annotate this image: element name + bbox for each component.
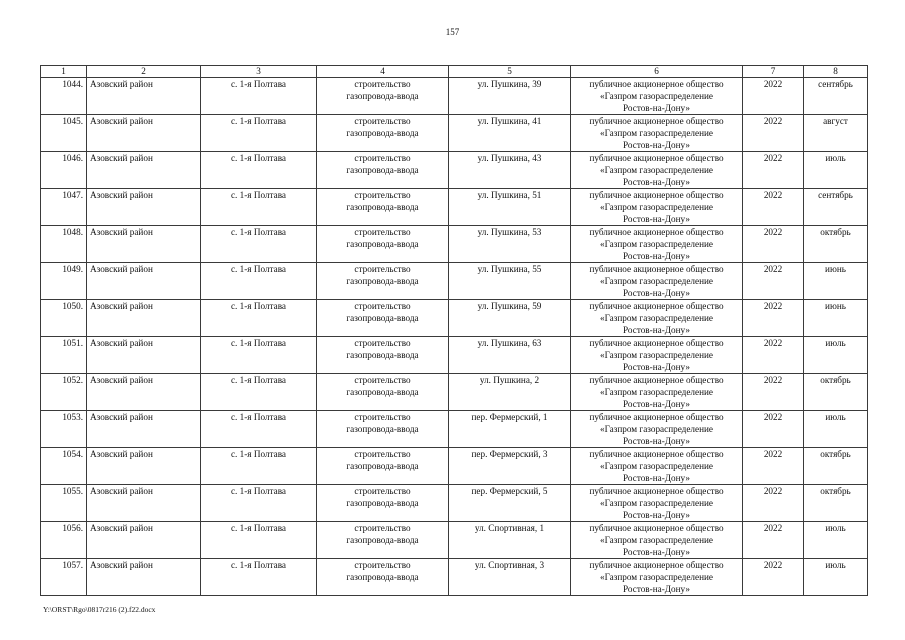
cell-text-line: «Газпром газораспределение <box>600 535 713 545</box>
cell-text-line: «Газпром газораспределение <box>600 387 713 397</box>
address-cell <box>449 559 571 596</box>
table-row <box>41 374 868 411</box>
cell-text-line: газопровода-ввода <box>346 387 419 397</box>
cell-text-line: 1055. <box>62 486 83 496</box>
cell-text-line: 1050. <box>62 301 83 311</box>
table-row <box>41 263 868 300</box>
district-cell <box>87 411 201 448</box>
row-number-cell <box>41 300 87 337</box>
cell-text-line: строительство <box>354 301 411 311</box>
cell-text-line: с. 1-я Полтава <box>230 116 287 126</box>
month-cell <box>804 522 868 559</box>
table-row <box>41 485 868 522</box>
row-number-cell <box>41 115 87 152</box>
cell-text-line: июль <box>825 338 846 348</box>
work-type-cell <box>317 152 449 189</box>
cell-text-line: ул. Пушкина, 53 <box>477 227 542 237</box>
column-header: 5 <box>449 66 571 78</box>
organization-cell <box>571 522 743 559</box>
work-type-cell <box>317 374 449 411</box>
cell-text-line: ул. Пушкина, 51 <box>477 190 542 200</box>
cell-text-line: Ростов-на-Дону» <box>623 584 690 594</box>
settlement-cell <box>201 522 317 559</box>
row-number-cell <box>41 559 87 596</box>
organization-cell <box>571 263 743 300</box>
cell-text-line: 1053. <box>62 412 83 422</box>
work-type-cell <box>317 411 449 448</box>
cell-text-line: октябрь <box>820 375 851 385</box>
month-cell <box>804 448 868 485</box>
cell-text-line: сентябрь <box>818 79 853 89</box>
cell-text-line: 1049. <box>62 264 83 274</box>
table-row <box>41 448 868 485</box>
column-header: 3 <box>201 66 317 78</box>
organization-cell <box>571 152 743 189</box>
cell-text-line: 2022 <box>763 264 783 274</box>
month-cell <box>804 152 868 189</box>
cell-text-line: публичное акционерное общество <box>589 301 724 311</box>
column-header: 4 <box>317 66 449 78</box>
organization-cell <box>571 300 743 337</box>
cell-text-line: ул. Пушкина, 55 <box>477 264 542 274</box>
cell-text-line: газопровода-ввода <box>346 424 419 434</box>
document-table <box>40 65 868 596</box>
month-cell <box>804 263 868 300</box>
month-cell <box>804 337 868 374</box>
year-cell <box>743 448 804 485</box>
organization-cell <box>571 485 743 522</box>
cell-text-line: Ростов-на-Дону» <box>623 325 690 335</box>
settlement-cell <box>201 152 317 189</box>
cell-text-line: 1051. <box>62 338 83 348</box>
cell-text-line: ул. Пушкина, 39 <box>477 79 542 89</box>
cell-text-line: Азовский район <box>90 523 153 533</box>
year-cell <box>743 226 804 263</box>
year-cell <box>743 559 804 596</box>
cell-text-line: 2022 <box>763 79 783 89</box>
address-cell <box>449 485 571 522</box>
year-cell <box>743 300 804 337</box>
cell-text-line: газопровода-ввода <box>346 128 419 138</box>
column-header: 8 <box>804 66 868 78</box>
cell-text-line: газопровода-ввода <box>346 461 419 471</box>
cell-text-line: Азовский район <box>90 153 153 163</box>
cell-text-line: «Газпром газораспределение <box>600 202 713 212</box>
cell-text-line: «Газпром газораспределение <box>600 572 713 582</box>
row-number-cell <box>41 374 87 411</box>
table-row <box>41 300 868 337</box>
cell-text-line: ул. Пушкина, 2 <box>479 375 540 385</box>
cell-text-line: 1047. <box>62 190 83 200</box>
cell-text-line: газопровода-ввода <box>346 239 419 249</box>
cell-text-line: 1045. <box>62 116 83 126</box>
work-type-cell <box>317 485 449 522</box>
work-type-cell <box>317 78 449 115</box>
cell-text-line: Ростов-на-Дону» <box>623 288 690 298</box>
cell-text-line: «Газпром газораспределение <box>600 239 713 249</box>
cell-text-line: Азовский район <box>90 227 153 237</box>
organization-cell <box>571 448 743 485</box>
row-number-cell <box>41 485 87 522</box>
settlement-cell <box>201 411 317 448</box>
cell-text-line: строительство <box>354 560 411 570</box>
cell-text-line: строительство <box>354 79 411 89</box>
cell-text-line: строительство <box>354 116 411 126</box>
cell-text-line: Ростов-на-Дону» <box>623 399 690 409</box>
cell-text-line: строительство <box>354 375 411 385</box>
cell-text-line: с. 1-я Полтава <box>230 301 287 311</box>
month-cell <box>804 115 868 152</box>
table-header-row <box>41 66 868 78</box>
cell-text-line: газопровода-ввода <box>346 572 419 582</box>
cell-text-line: строительство <box>354 486 411 496</box>
organization-cell <box>571 226 743 263</box>
district-cell <box>87 189 201 226</box>
work-type-cell <box>317 522 449 559</box>
cell-text-line: строительство <box>354 190 411 200</box>
district-cell <box>87 337 201 374</box>
cell-text-line: «Газпром газораспределение <box>600 91 713 101</box>
settlement-cell <box>201 115 317 152</box>
cell-text-line: строительство <box>354 449 411 459</box>
cell-text-line: октябрь <box>820 449 851 459</box>
year-cell <box>743 263 804 300</box>
month-cell <box>804 411 868 448</box>
cell-text-line: Ростов-на-Дону» <box>623 362 690 372</box>
table-row <box>41 559 868 596</box>
month-cell <box>804 485 868 522</box>
month-cell <box>804 374 868 411</box>
cell-text-line: Ростов-на-Дону» <box>623 473 690 483</box>
district-cell <box>87 115 201 152</box>
table-row <box>41 78 868 115</box>
table-row <box>41 522 868 559</box>
address-cell <box>449 78 571 115</box>
cell-text-line: ул. Пушкина, 63 <box>477 338 542 348</box>
cell-text-line: Ростов-на-Дону» <box>623 251 690 261</box>
cell-text-line: июнь <box>825 264 846 274</box>
cell-text-line: с. 1-я Полтава <box>230 560 287 570</box>
cell-text-line: пер. Фермерский, 3 <box>471 449 548 459</box>
cell-text-line: строительство <box>354 264 411 274</box>
cell-text-line: Ростов-на-Дону» <box>623 510 690 520</box>
address-cell <box>449 189 571 226</box>
work-type-cell <box>317 115 449 152</box>
cell-text-line: газопровода-ввода <box>346 202 419 212</box>
footer-file-path: Y:\ORST\Rgo\0817r216 (2).f22.docx <box>43 605 156 614</box>
address-cell <box>449 337 571 374</box>
cell-text-line: 1052. <box>62 375 83 385</box>
cell-text-line: публичное акционерное общество <box>589 227 724 237</box>
cell-text-line: 2022 <box>763 338 783 348</box>
cell-text-line: Азовский район <box>90 116 153 126</box>
month-cell <box>804 559 868 596</box>
address-cell <box>449 226 571 263</box>
table-row <box>41 226 868 263</box>
district-cell <box>87 559 201 596</box>
cell-text-line: строительство <box>354 227 411 237</box>
address-cell <box>449 115 571 152</box>
cell-text-line: Азовский район <box>90 486 153 496</box>
table-row <box>41 152 868 189</box>
row-number-cell <box>41 189 87 226</box>
settlement-cell <box>201 189 317 226</box>
cell-text-line: октябрь <box>820 486 851 496</box>
work-type-cell <box>317 300 449 337</box>
cell-text-line: 1057. <box>62 560 83 570</box>
settlement-cell <box>201 263 317 300</box>
month-cell <box>804 300 868 337</box>
year-cell <box>743 152 804 189</box>
district-cell <box>87 300 201 337</box>
cell-text-line: 2022 <box>763 412 783 422</box>
cell-text-line: ул. Пушкина, 59 <box>477 301 542 311</box>
organization-cell <box>571 559 743 596</box>
year-cell <box>743 189 804 226</box>
cell-text-line: 2022 <box>763 227 783 237</box>
row-number-cell <box>41 226 87 263</box>
cell-text-line: публичное акционерное общество <box>589 375 724 385</box>
district-cell <box>87 263 201 300</box>
address-cell <box>449 152 571 189</box>
cell-text-line: июль <box>825 560 846 570</box>
settlement-cell <box>201 78 317 115</box>
table-row <box>41 411 868 448</box>
work-type-cell <box>317 226 449 263</box>
cell-text-line: 2022 <box>763 486 783 496</box>
address-cell <box>449 448 571 485</box>
cell-text-line: июль <box>825 153 846 163</box>
cell-text-line: публичное акционерное общество <box>589 449 724 459</box>
cell-text-line: 1044. <box>62 79 83 89</box>
district-cell <box>87 152 201 189</box>
settlement-cell <box>201 374 317 411</box>
year-cell <box>743 522 804 559</box>
cell-text-line: 2022 <box>763 560 783 570</box>
cell-text-line: Ростов-на-Дону» <box>623 547 690 557</box>
cell-text-line: газопровода-ввода <box>346 313 419 323</box>
organization-cell <box>571 78 743 115</box>
cell-text-line: публичное акционерное общество <box>589 116 724 126</box>
address-cell <box>449 411 571 448</box>
cell-text-line: газопровода-ввода <box>346 165 419 175</box>
cell-text-line: 2022 <box>763 523 783 533</box>
cell-text-line: Азовский район <box>90 79 153 89</box>
cell-text-line: ул. Спортивная, 3 <box>474 560 545 570</box>
cell-text-line: публичное акционерное общество <box>589 560 724 570</box>
cell-text-line: Ростов-на-Дону» <box>623 103 690 113</box>
settlement-cell <box>201 337 317 374</box>
column-header: 6 <box>571 66 743 78</box>
month-cell <box>804 78 868 115</box>
cell-text-line: с. 1-я Полтава <box>230 338 287 348</box>
row-number-cell <box>41 337 87 374</box>
year-cell <box>743 115 804 152</box>
cell-text-line: «Газпром газораспределение <box>600 424 713 434</box>
district-cell <box>87 448 201 485</box>
column-header: 7 <box>743 66 804 78</box>
work-type-cell <box>317 337 449 374</box>
row-number-cell <box>41 411 87 448</box>
year-cell <box>743 411 804 448</box>
work-type-cell <box>317 263 449 300</box>
column-header: 1 <box>41 66 87 78</box>
cell-text-line: Азовский район <box>90 412 153 422</box>
cell-text-line: «Газпром газораспределение <box>600 313 713 323</box>
year-cell <box>743 374 804 411</box>
cell-text-line: Азовский район <box>90 338 153 348</box>
cell-text-line: публичное акционерное общество <box>589 79 724 89</box>
cell-text-line: 1046. <box>62 153 83 163</box>
settlement-cell <box>201 448 317 485</box>
cell-text-line: публичное акционерное общество <box>589 264 724 274</box>
cell-text-line: Азовский район <box>90 301 153 311</box>
table-row <box>41 115 868 152</box>
row-number-cell <box>41 78 87 115</box>
work-type-cell <box>317 559 449 596</box>
cell-text-line: с. 1-я Полтава <box>230 449 287 459</box>
cell-text-line: 2022 <box>763 116 783 126</box>
cell-text-line: строительство <box>354 338 411 348</box>
organization-cell <box>571 189 743 226</box>
year-cell <box>743 337 804 374</box>
cell-text-line: строительство <box>354 412 411 422</box>
year-cell <box>743 485 804 522</box>
cell-text-line: ул. Пушкина, 43 <box>477 153 542 163</box>
district-cell <box>87 374 201 411</box>
settlement-cell <box>201 300 317 337</box>
cell-text-line: «Газпром газораспределение <box>600 498 713 508</box>
address-cell <box>449 374 571 411</box>
organization-cell <box>571 115 743 152</box>
month-cell <box>804 189 868 226</box>
district-cell <box>87 522 201 559</box>
year-cell <box>743 78 804 115</box>
month-cell <box>804 226 868 263</box>
district-cell <box>87 78 201 115</box>
cell-text-line: 2022 <box>763 375 783 385</box>
cell-text-line: июль <box>825 523 846 533</box>
cell-text-line: пер. Фермерский, 5 <box>471 486 548 496</box>
address-cell <box>449 263 571 300</box>
cell-text-line: «Газпром газораспределение <box>600 461 713 471</box>
cell-text-line: пер. Фермерский, 1 <box>471 412 548 422</box>
table-row <box>41 337 868 374</box>
cell-text-line: август <box>823 116 848 126</box>
district-cell <box>87 226 201 263</box>
cell-text-line: газопровода-ввода <box>346 535 419 545</box>
cell-text-line: Азовский район <box>90 190 153 200</box>
cell-text-line: с. 1-я Полтава <box>230 79 287 89</box>
cell-text-line: газопровода-ввода <box>346 91 419 101</box>
cell-text-line: Азовский район <box>90 560 153 570</box>
work-type-cell <box>317 448 449 485</box>
cell-text-line: Ростов-на-Дону» <box>623 436 690 446</box>
cell-text-line: с. 1-я Полтава <box>230 375 287 385</box>
row-number-cell <box>41 263 87 300</box>
organization-cell <box>571 411 743 448</box>
column-header: 2 <box>87 66 201 78</box>
cell-text-line: ул. Пушкина, 41 <box>477 116 542 126</box>
cell-text-line: «Газпром газораспределение <box>600 350 713 360</box>
address-cell <box>449 522 571 559</box>
cell-text-line: с. 1-я Полтава <box>230 190 287 200</box>
page-number: 157 <box>445 27 460 37</box>
cell-text-line: газопровода-ввода <box>346 498 419 508</box>
row-number-cell <box>41 522 87 559</box>
cell-text-line: 2022 <box>763 190 783 200</box>
settlement-cell <box>201 559 317 596</box>
settlement-cell <box>201 226 317 263</box>
cell-text-line: публичное акционерное общество <box>589 412 724 422</box>
address-cell <box>449 300 571 337</box>
work-type-cell <box>317 189 449 226</box>
cell-text-line: публичное акционерное общество <box>589 338 724 348</box>
cell-text-line: 2022 <box>763 301 783 311</box>
district-cell <box>87 485 201 522</box>
organization-cell <box>571 374 743 411</box>
cell-text-line: 2022 <box>763 449 783 459</box>
cell-text-line: 2022 <box>763 153 783 163</box>
cell-text-line: июль <box>825 412 846 422</box>
settlement-cell <box>201 485 317 522</box>
cell-text-line: с. 1-я Полтава <box>230 412 287 422</box>
cell-text-line: публичное акционерное общество <box>589 153 724 163</box>
cell-text-line: Ростов-на-Дону» <box>623 140 690 150</box>
cell-text-line: «Газпром газораспределение <box>600 165 713 175</box>
table-row <box>41 189 868 226</box>
cell-text-line: строительство <box>354 523 411 533</box>
cell-text-line: Азовский район <box>90 375 153 385</box>
cell-text-line: публичное акционерное общество <box>589 486 724 496</box>
cell-text-line: с. 1-я Полтава <box>230 523 287 533</box>
cell-text-line: с. 1-я Полтава <box>230 227 287 237</box>
cell-text-line: «Газпром газораспределение <box>600 128 713 138</box>
cell-text-line: октябрь <box>820 227 851 237</box>
cell-text-line: 1054. <box>62 449 83 459</box>
organization-cell <box>571 337 743 374</box>
cell-text-line: строительство <box>354 153 411 163</box>
cell-text-line: публичное акционерное общество <box>589 190 724 200</box>
cell-text-line: Азовский район <box>90 449 153 459</box>
cell-text-line: газопровода-ввода <box>346 276 419 286</box>
cell-text-line: публичное акционерное общество <box>589 523 724 533</box>
row-number-cell <box>41 152 87 189</box>
cell-text-line: с. 1-я Полтава <box>230 486 287 496</box>
cell-text-line: Азовский район <box>90 264 153 274</box>
row-number-cell <box>41 448 87 485</box>
cell-text-line: июнь <box>825 301 846 311</box>
cell-text-line: 1048. <box>62 227 83 237</box>
cell-text-line: газопровода-ввода <box>346 350 419 360</box>
cell-text-line: Ростов-на-Дону» <box>623 214 690 224</box>
cell-text-line: «Газпром газораспределение <box>600 276 713 286</box>
cell-text-line: Ростов-на-Дону» <box>623 177 690 187</box>
cell-text-line: сентябрь <box>818 190 853 200</box>
cell-text-line: с. 1-я Полтава <box>230 153 287 163</box>
cell-text-line: с. 1-я Полтава <box>230 264 287 274</box>
cell-text-line: 1056. <box>62 523 83 533</box>
cell-text-line: ул. Спортивная, 1 <box>474 523 545 533</box>
